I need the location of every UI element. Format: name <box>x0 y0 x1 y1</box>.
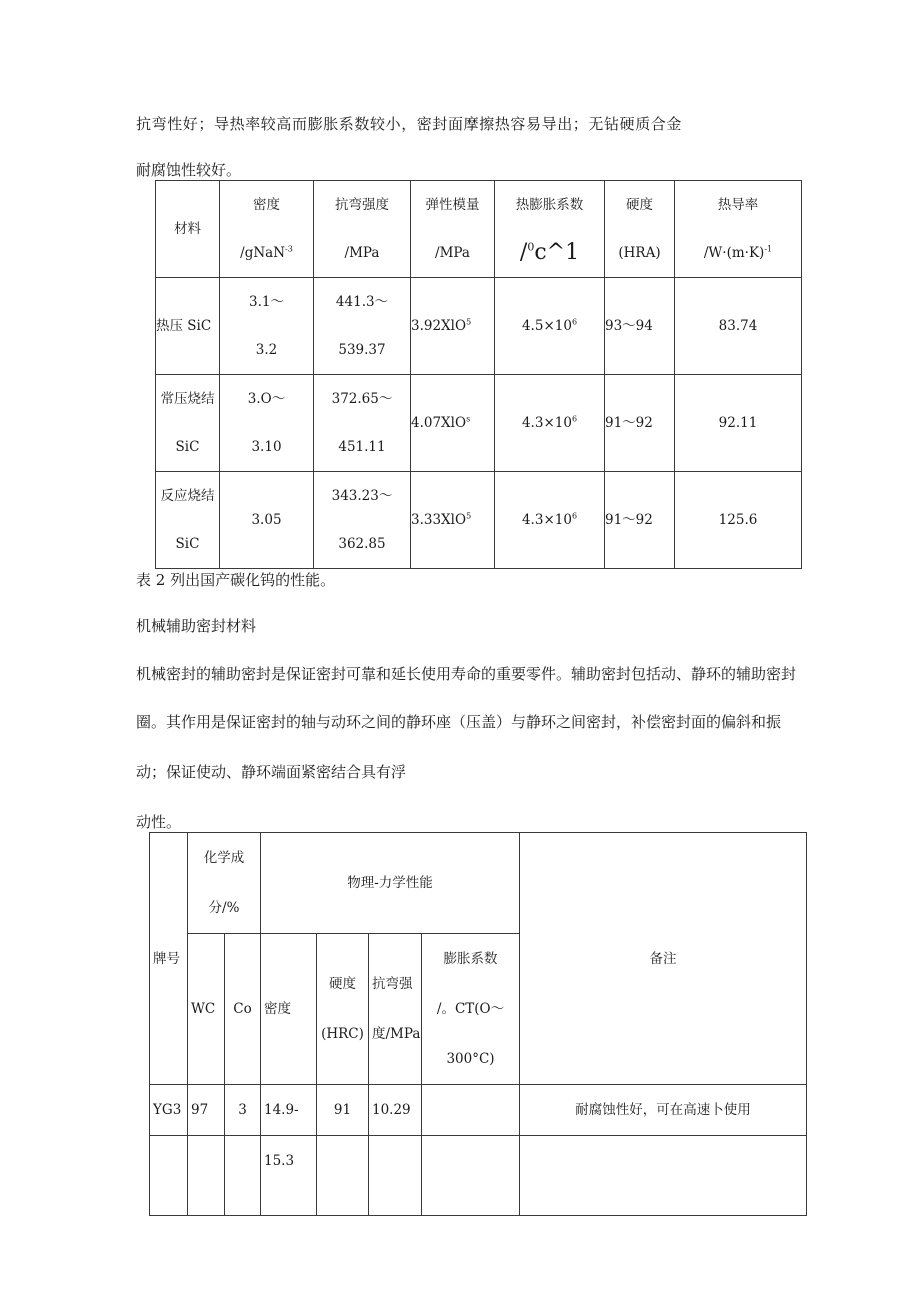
body-line-3: 动；保证使动、静环端面紧密结合具有浮 <box>136 763 407 781</box>
cell-co: 3 <box>225 1085 261 1136</box>
tungsten-carbide-table <box>149 832 807 1216</box>
cell-modulus: 3.33XlO$^5$ <box>411 472 495 569</box>
th-bending-strength: 抗弯强 度/MPa <box>369 934 422 1085</box>
cell-wc <box>188 1136 225 1216</box>
table1-header-row <box>156 181 802 278</box>
cell-material: 常压烧结 SiC <box>156 375 220 472</box>
cell-bending: 441.3～ 539.37 <box>314 278 411 375</box>
cell-expansion <box>422 1136 520 1216</box>
table2-header-row <box>150 833 807 934</box>
cell-remark <box>520 1136 807 1216</box>
th-remark: 备注 <box>520 833 807 1085</box>
th-wc: WC <box>188 934 225 1085</box>
th-chemical-composition: 化学成 分/% <box>188 833 261 934</box>
table-row <box>150 1136 807 1216</box>
body-line-1: 机械密封的辅助密封是保证密封可靠和延长使用寿命的重要零件。辅助密封包括动、静环的辅助密封 <box>136 665 797 683</box>
cell-material: 热压 SiC <box>156 278 220 375</box>
cell-grade <box>150 1136 188 1216</box>
cell-expansion: $4.3\times 10^6$ <box>495 472 605 569</box>
table-row <box>156 472 802 569</box>
cell-bending: 343.23～ 362.85 <box>314 472 411 569</box>
cell-hardness: 93～94 <box>605 278 675 375</box>
cell-density: 3.05 <box>220 472 314 569</box>
cell-hardness <box>317 1136 369 1216</box>
cell-density: 3.1～ 3.2 <box>220 278 314 375</box>
cell-bending: 372.65～ 451.11 <box>314 375 411 472</box>
intro-line-1: 抗弯性好；导热率较高而膨胀系数较小，密封面摩擦热容易导出；无钻硬质合金 <box>136 115 683 133</box>
cell-modulus: 3.92XlO$^5$ <box>411 278 495 375</box>
th-expansion: 膨胀系数 /。CT(O～ 300°C) <box>422 934 520 1085</box>
cell-density: 15.3 <box>261 1136 317 1216</box>
cell-expansion: $4.5\times 10^6$ <box>495 278 605 375</box>
cell-modulus: 4.07XlO$^s$ <box>411 375 495 472</box>
cell-density: 14.9- <box>261 1085 317 1136</box>
th-material: 材料 <box>156 181 220 278</box>
th-physical-mechanical: 物理-力学性能 <box>261 833 520 934</box>
table-caption: 表 2 列出国产碳化钨的性能。 <box>136 571 336 589</box>
cell-wc: 97 <box>188 1085 225 1136</box>
cell-bending: 10.29 <box>369 1085 422 1136</box>
cell-conductivity: 92.11 <box>675 375 802 472</box>
cell-grade: YG3 <box>150 1085 188 1136</box>
cell-hardness: 91～92 <box>605 472 675 569</box>
intro-line-2: 耐腐蚀性较好。 <box>136 161 242 179</box>
body-line-2: 圈。其作用是保证密封的轴与动环之间的静环座（压盖）与静环之间密封，补偿密封面的偏斜和振 <box>136 713 782 731</box>
th-thermal-expansion: 热膨胀系数 /$^0$c^1 <box>495 181 605 278</box>
cell-co <box>225 1136 261 1216</box>
table-row <box>156 278 802 375</box>
table-row <box>156 375 802 472</box>
th-thermal-conductivity: 热导率 $/W\cdot(m\cdot K)^{-1}$ <box>675 181 802 278</box>
cell-expansion: $4.3\times 10^6$ <box>495 375 605 472</box>
cell-conductivity: 125.6 <box>675 472 802 569</box>
cell-material: 反应烧结 SiC <box>156 472 220 569</box>
th-grade: 牌号 <box>150 833 188 1085</box>
cell-hardness: 91 <box>317 1085 369 1136</box>
th-density: 密度 <box>261 934 317 1085</box>
th-hardness: 硬度 (HRC) <box>317 934 369 1085</box>
section-heading: 机械辅助密封材料 <box>136 617 257 635</box>
cell-conductivity: 83.74 <box>675 278 802 375</box>
cell-bending <box>369 1136 422 1216</box>
th-hardness: 硬度 (HRA) <box>605 181 675 278</box>
th-co: Co <box>225 934 261 1085</box>
th-density: 密度 /gNaN$^{-3}$ <box>220 181 314 278</box>
th-bending-strength: 抗弯强度 /MPa <box>314 181 411 278</box>
sic-properties-table <box>155 180 802 569</box>
body-line-4: 动性。 <box>136 813 182 831</box>
cell-density: 3.O～ 3.10 <box>220 375 314 472</box>
cell-remark: 耐腐蚀性好，可在高速卜使用 <box>520 1085 807 1136</box>
cell-expansion <box>422 1085 520 1136</box>
th-elastic-modulus: 弹性模量 /MPa <box>411 181 495 278</box>
table-row <box>150 1085 807 1136</box>
cell-hardness: 91～92 <box>605 375 675 472</box>
